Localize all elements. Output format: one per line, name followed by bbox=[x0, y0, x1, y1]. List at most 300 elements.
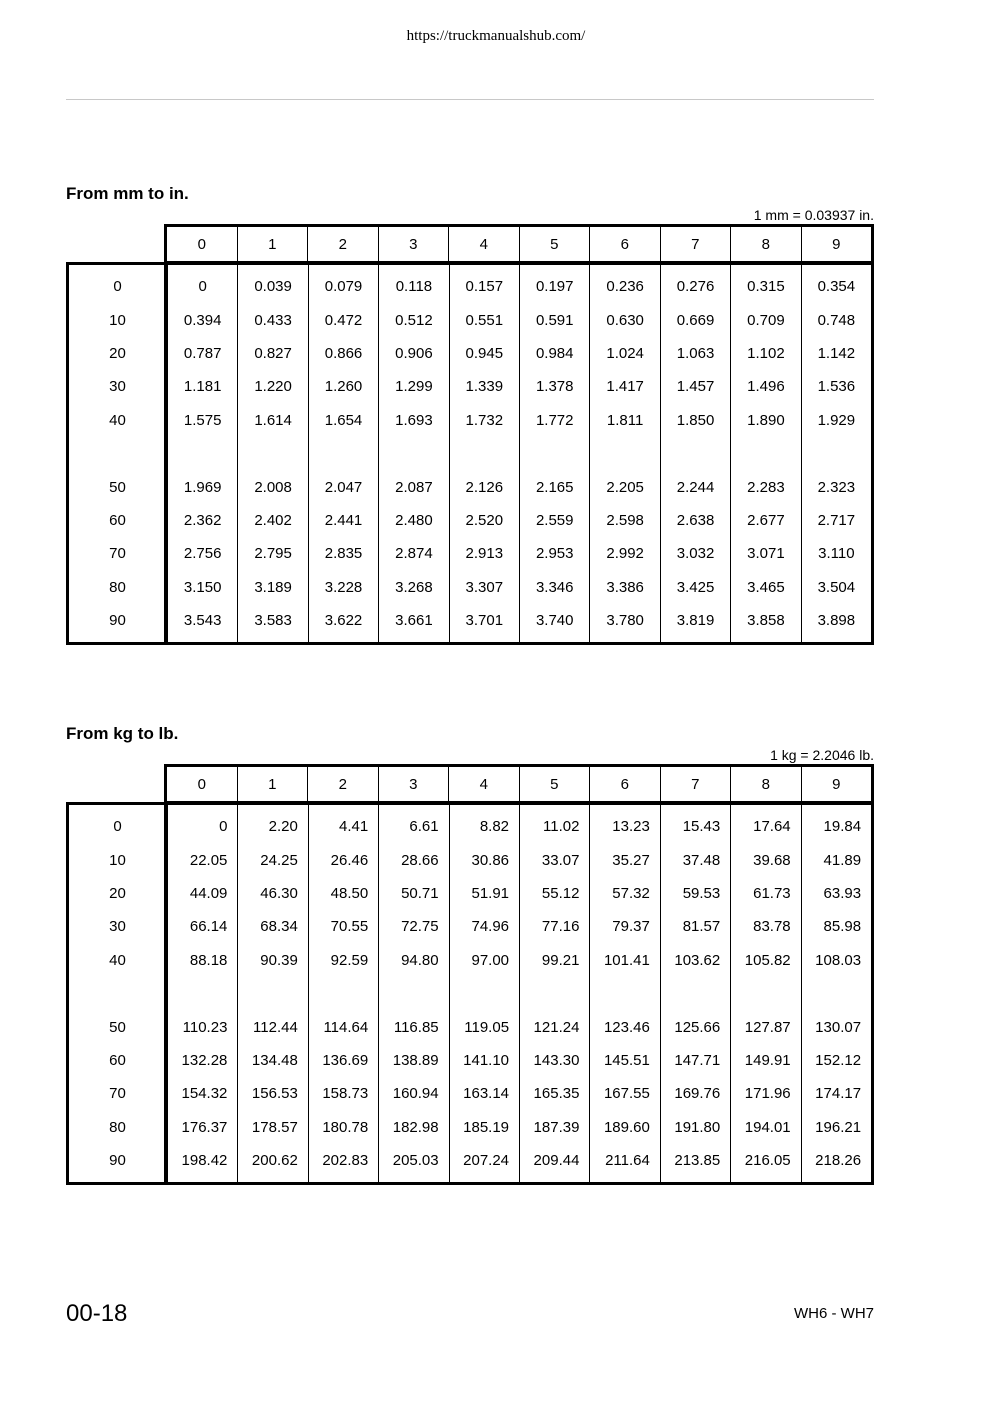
table-cell: 189.60 bbox=[603, 1118, 650, 1136]
column-header: 2 bbox=[307, 227, 378, 261]
column-header: 0 bbox=[197, 775, 206, 793]
table-cell: 136.69 bbox=[322, 1051, 369, 1069]
table-cell: 3.780 bbox=[606, 612, 644, 630]
row-label: 60 bbox=[109, 511, 126, 529]
table-cell: 147.71 bbox=[674, 1051, 721, 1069]
table-cell: 105.82 bbox=[744, 951, 791, 969]
row-label: 0 bbox=[113, 278, 122, 296]
table-cell: 33.07 bbox=[541, 851, 580, 869]
column-header: 9 bbox=[801, 767, 872, 801]
table-cell: 26.46 bbox=[330, 851, 369, 869]
table-cell: 143.30 bbox=[533, 1051, 580, 1069]
table-cell: 46.30 bbox=[260, 884, 298, 902]
table-cell: 1.850 bbox=[676, 411, 715, 429]
table-cell: 0.394 bbox=[183, 311, 222, 329]
table-cell: 1.339 bbox=[465, 378, 504, 396]
row-gap bbox=[731, 977, 800, 1010]
table-column bbox=[519, 265, 589, 642]
header-divider bbox=[66, 99, 874, 100]
table-cell: 2.362 bbox=[183, 511, 222, 529]
table-cell: 4.41 bbox=[339, 818, 369, 836]
table-cell: 3.819 bbox=[676, 612, 715, 630]
table-cell: 205.03 bbox=[392, 1152, 439, 1170]
table-cell: 3.346 bbox=[535, 578, 574, 596]
table-cell: 3.701 bbox=[465, 612, 504, 630]
row-label: 90 bbox=[109, 612, 126, 630]
table-cell: 1.772 bbox=[535, 411, 574, 429]
table-cell: 3.071 bbox=[747, 545, 785, 563]
table-cell: 2.835 bbox=[324, 545, 363, 563]
mm-to-in-section bbox=[66, 183, 874, 630]
table-cell: 218.26 bbox=[815, 1152, 862, 1170]
table-cell: 187.39 bbox=[533, 1118, 580, 1136]
header-url: https://truckmanualshub.com/ bbox=[406, 28, 586, 44]
table-cell: 2.283 bbox=[747, 478, 785, 496]
column-header: 5 bbox=[519, 767, 590, 801]
table-cell: 13.23 bbox=[612, 818, 650, 836]
table-cell: 0 bbox=[198, 278, 207, 296]
table-column bbox=[660, 265, 730, 642]
table-body bbox=[66, 802, 874, 1185]
row-label: 30 bbox=[109, 918, 126, 936]
row-label: 20 bbox=[109, 884, 126, 902]
table-cell: 2.913 bbox=[465, 545, 504, 563]
table-cell: 63.93 bbox=[823, 884, 862, 902]
table-cell: 2.953 bbox=[535, 545, 574, 563]
column-header: 1 bbox=[237, 767, 308, 801]
table-cell: 0.945 bbox=[465, 344, 504, 362]
row-gap bbox=[379, 437, 448, 470]
table-cell: 163.14 bbox=[463, 1085, 510, 1103]
table-cell: 1.614 bbox=[254, 411, 292, 429]
table-cell: 114.64 bbox=[323, 1018, 369, 1036]
table-column bbox=[801, 265, 871, 642]
table-cell: 3.504 bbox=[817, 578, 856, 596]
table-cell: 0.039 bbox=[254, 278, 292, 296]
row-label: 60 bbox=[109, 1051, 126, 1069]
row-gap bbox=[309, 977, 378, 1010]
column-header: 1 bbox=[237, 227, 308, 261]
table-cell: 0.866 bbox=[324, 344, 363, 362]
model-label: WH6 - WH7 bbox=[794, 1305, 874, 1322]
spacer bbox=[520, 637, 589, 642]
column-header: 8 bbox=[730, 227, 801, 261]
table-cell: 1.654 bbox=[324, 411, 363, 429]
spacer bbox=[69, 637, 164, 642]
row-label: 70 bbox=[109, 545, 126, 563]
spacer bbox=[450, 637, 519, 642]
table-cell: 152.12 bbox=[815, 1051, 862, 1069]
table-column bbox=[308, 265, 378, 642]
table-cell: 0.827 bbox=[254, 344, 292, 362]
row-gap bbox=[520, 977, 589, 1010]
table-cell: 2.402 bbox=[254, 511, 292, 529]
table-cell: 0.079 bbox=[324, 278, 363, 296]
table-cell: 2.480 bbox=[395, 511, 433, 529]
table-cell: 3.032 bbox=[676, 545, 715, 563]
table-cell: 149.91 bbox=[744, 1051, 791, 1069]
table-cell: 3.661 bbox=[395, 612, 433, 630]
table-cell: 74.96 bbox=[471, 918, 510, 936]
table-cell: 103.62 bbox=[674, 951, 721, 969]
table-cell: 200.62 bbox=[251, 1152, 298, 1170]
table-cell: 3.898 bbox=[817, 612, 856, 630]
table-cell: 1.811 bbox=[606, 411, 644, 429]
table-cell: 0.787 bbox=[183, 344, 222, 362]
row-label: 10 bbox=[109, 851, 126, 869]
table-cell: 194.01 bbox=[744, 1118, 791, 1136]
column-header: 4 bbox=[448, 767, 519, 801]
table-body bbox=[66, 262, 874, 645]
table-cell: 92.59 bbox=[330, 951, 369, 969]
row-gap bbox=[520, 437, 589, 470]
table-cell: 158.73 bbox=[322, 1085, 369, 1103]
table-cell: 3.543 bbox=[183, 612, 222, 630]
spacer bbox=[731, 1177, 800, 1182]
table-cell: 1.890 bbox=[747, 411, 785, 429]
table-cell: 44.09 bbox=[189, 884, 228, 902]
table-cell: 0.551 bbox=[465, 311, 504, 329]
table-cell: 35.27 bbox=[612, 851, 650, 869]
table-cell: 83.78 bbox=[753, 918, 791, 936]
row-gap bbox=[731, 437, 800, 470]
table-cell: 108.03 bbox=[815, 951, 862, 969]
table-cell: 0.315 bbox=[747, 278, 785, 296]
table-cell: 0.591 bbox=[535, 311, 574, 329]
table-cell: 182.98 bbox=[392, 1118, 439, 1136]
table-cell: 1.299 bbox=[395, 378, 433, 396]
table-cell: 97.00 bbox=[471, 951, 510, 969]
table-column bbox=[167, 265, 237, 642]
spacer bbox=[590, 1177, 659, 1182]
spacer bbox=[379, 637, 448, 642]
row-label: 40 bbox=[109, 411, 126, 429]
table-cell: 88.18 bbox=[189, 951, 228, 969]
column-header-row bbox=[164, 764, 874, 804]
table-cell: 0.984 bbox=[535, 344, 574, 362]
table-cell: 127.87 bbox=[744, 1018, 791, 1036]
table-cell: 3.307 bbox=[465, 578, 504, 596]
table-column bbox=[167, 805, 237, 1182]
table-cell: 59.53 bbox=[682, 884, 721, 902]
spacer bbox=[238, 637, 307, 642]
table-cell: 2.008 bbox=[254, 478, 292, 496]
column-header: 5 bbox=[519, 227, 590, 261]
table-cell: 3.858 bbox=[747, 612, 785, 630]
table-cell: 37.48 bbox=[682, 851, 721, 869]
table-cell: 1.536 bbox=[817, 378, 856, 396]
row-labels bbox=[69, 805, 167, 1182]
table-cell: 216.05 bbox=[744, 1152, 791, 1170]
table-cell: 1.929 bbox=[817, 411, 856, 429]
table-cell: 2.756 bbox=[183, 545, 222, 563]
table-cell: 3.622 bbox=[324, 612, 363, 630]
table-cell: 145.51 bbox=[603, 1051, 650, 1069]
row-label: 50 bbox=[109, 1018, 126, 1036]
row-gap bbox=[661, 437, 730, 470]
table-cell: 198.42 bbox=[181, 1152, 228, 1170]
table-cell: 2.717 bbox=[817, 511, 856, 529]
table-cell: 1.732 bbox=[465, 411, 504, 429]
row-gap bbox=[69, 977, 164, 1010]
row-label: 90 bbox=[109, 1152, 126, 1170]
table-cell: 125.66 bbox=[674, 1018, 721, 1036]
table-column bbox=[589, 265, 659, 642]
table-cell: 70.55 bbox=[330, 918, 369, 936]
table-cell: 2.559 bbox=[535, 511, 574, 529]
row-gap bbox=[450, 977, 519, 1010]
column-header: 6 bbox=[589, 767, 660, 801]
table-cell: 24.25 bbox=[260, 851, 298, 869]
table-cell: 0.906 bbox=[395, 344, 433, 362]
table-cell: 132.28 bbox=[181, 1051, 228, 1069]
table-cell: 2.992 bbox=[606, 545, 644, 563]
column-header-row bbox=[164, 224, 874, 264]
table-cell: 0.157 bbox=[465, 278, 504, 296]
table-cell: 0.236 bbox=[606, 278, 644, 296]
table-cell: 3.425 bbox=[676, 578, 715, 596]
spacer bbox=[168, 637, 237, 642]
table-cell: 110.23 bbox=[182, 1018, 228, 1036]
row-label: 20 bbox=[109, 344, 126, 362]
table-cell: 1.693 bbox=[395, 411, 433, 429]
row-gap bbox=[802, 977, 871, 1010]
column-header: 7 bbox=[660, 227, 731, 261]
mm-table-note: 1 mm = 0.03937 in. bbox=[753, 207, 874, 223]
table-cell: 0.748 bbox=[817, 311, 856, 329]
spacer bbox=[731, 637, 800, 642]
table-cell: 1.220 bbox=[254, 378, 292, 396]
table-cell: 160.94 bbox=[392, 1085, 439, 1103]
table-cell: 176.37 bbox=[181, 1118, 228, 1136]
table-cell: 0 bbox=[219, 818, 228, 836]
column-header: 9 bbox=[801, 227, 872, 261]
table-column bbox=[237, 805, 307, 1182]
table-cell: 191.80 bbox=[674, 1118, 721, 1136]
column-header: 4 bbox=[448, 227, 519, 261]
table-cell: 3.228 bbox=[324, 578, 363, 596]
column-header: 7 bbox=[660, 767, 731, 801]
table-cell: 130.07 bbox=[815, 1018, 862, 1036]
table-cell: 28.66 bbox=[401, 851, 439, 869]
table-cell: 57.32 bbox=[612, 884, 650, 902]
page-number: 00-18 bbox=[66, 1300, 128, 1327]
table-cell: 94.80 bbox=[401, 951, 439, 969]
column-header: 2 bbox=[307, 767, 378, 801]
row-labels bbox=[69, 265, 167, 642]
kg-table-title: From kg to lb. bbox=[66, 724, 179, 743]
table-cell: 213.85 bbox=[674, 1152, 721, 1170]
table-column bbox=[519, 805, 589, 1182]
table-cell: 0.709 bbox=[747, 311, 785, 329]
table-cell: 101.41 bbox=[603, 951, 650, 969]
table-cell: 2.20 bbox=[268, 818, 298, 836]
row-gap bbox=[168, 977, 237, 1010]
table-cell: 8.82 bbox=[479, 818, 510, 836]
table-cell: 185.19 bbox=[463, 1118, 510, 1136]
table-cell: 1.102 bbox=[747, 344, 785, 362]
table-cell: 30.86 bbox=[471, 851, 510, 869]
table-cell: 1.260 bbox=[324, 378, 363, 396]
table-cell: 116.85 bbox=[393, 1018, 439, 1036]
table-cell: 15.43 bbox=[682, 818, 721, 836]
table-cell: 39.68 bbox=[753, 851, 791, 869]
table-cell: 0.512 bbox=[395, 311, 433, 329]
row-gap bbox=[168, 437, 237, 470]
row-gap bbox=[802, 437, 871, 470]
table-cell: 2.205 bbox=[606, 478, 644, 496]
table-cell: 48.50 bbox=[330, 884, 369, 902]
table-cell: 81.57 bbox=[682, 918, 721, 936]
table-cell: 50.71 bbox=[401, 884, 439, 902]
table-cell: 207.24 bbox=[463, 1152, 510, 1170]
row-label: 0 bbox=[113, 818, 122, 836]
row-gap bbox=[379, 977, 448, 1010]
table-cell: 2.638 bbox=[676, 511, 715, 529]
table-cell: 1.063 bbox=[676, 344, 715, 362]
column-header: 6 bbox=[589, 227, 660, 261]
table-cell: 90.39 bbox=[260, 951, 298, 969]
table-cell: 2.244 bbox=[676, 478, 715, 496]
table-cell: 1.457 bbox=[676, 378, 715, 396]
row-gap bbox=[238, 977, 307, 1010]
table-cell: 66.14 bbox=[189, 918, 228, 936]
table-cell: 180.78 bbox=[322, 1118, 369, 1136]
table-cell: 11.02 bbox=[543, 818, 580, 836]
table-cell: 169.76 bbox=[674, 1085, 721, 1103]
table-cell: 138.89 bbox=[392, 1051, 439, 1069]
table-cell: 3.465 bbox=[747, 578, 785, 596]
spacer bbox=[69, 1177, 164, 1182]
table-column bbox=[589, 805, 659, 1182]
column-header: 8 bbox=[730, 767, 801, 801]
table-cell: 2.087 bbox=[395, 478, 433, 496]
table-cell: 61.73 bbox=[753, 884, 791, 902]
table-cell: 112.44 bbox=[253, 1018, 298, 1036]
row-gap bbox=[309, 437, 378, 470]
table-cell: 3.189 bbox=[254, 578, 292, 596]
column-header: 3 bbox=[378, 767, 449, 801]
row-label: 10 bbox=[109, 311, 126, 329]
table-cell: 3.110 bbox=[818, 545, 855, 563]
spacer bbox=[238, 1177, 307, 1182]
row-gap bbox=[450, 437, 519, 470]
table-cell: 17.64 bbox=[753, 818, 791, 836]
table-column bbox=[449, 265, 519, 642]
table-cell: 22.05 bbox=[189, 851, 228, 869]
table-cell: 2.795 bbox=[254, 545, 292, 563]
table-column bbox=[308, 805, 378, 1182]
table-cell: 1.496 bbox=[747, 378, 785, 396]
table-cell: 2.165 bbox=[535, 478, 574, 496]
table-cell: 51.91 bbox=[471, 884, 510, 902]
table-cell: 3.268 bbox=[395, 578, 433, 596]
table-cell: 77.16 bbox=[541, 918, 580, 936]
table-cell: 123.46 bbox=[603, 1018, 650, 1036]
table-cell: 3.583 bbox=[254, 612, 292, 630]
table-column bbox=[660, 805, 730, 1182]
table-cell: 2.441 bbox=[324, 511, 363, 529]
row-gap bbox=[590, 977, 659, 1010]
table-cell: 0.630 bbox=[606, 311, 644, 329]
table-cell: 165.35 bbox=[533, 1085, 580, 1103]
row-label: 30 bbox=[109, 378, 126, 396]
spacer bbox=[802, 1177, 871, 1182]
table-cell: 178.57 bbox=[251, 1118, 298, 1136]
row-label: 80 bbox=[109, 578, 126, 596]
table-cell: 3.740 bbox=[535, 612, 574, 630]
table-cell: 209.44 bbox=[533, 1152, 580, 1170]
kg-table-note: 1 kg = 2.2046 lb. bbox=[770, 747, 874, 763]
table-cell: 1.575 bbox=[183, 411, 222, 429]
row-label: 50 bbox=[109, 478, 126, 496]
table-cell: 2.323 bbox=[817, 478, 856, 496]
table-cell: 3.150 bbox=[183, 578, 222, 596]
table-cell: 141.10 bbox=[463, 1051, 510, 1069]
spacer bbox=[309, 637, 378, 642]
column-header: 3 bbox=[378, 227, 449, 261]
table-column bbox=[449, 805, 519, 1182]
table-cell: 99.21 bbox=[541, 951, 580, 969]
table-cell: 171.96 bbox=[744, 1085, 791, 1103]
table-cell: 2.047 bbox=[324, 478, 363, 496]
table-cell: 0.669 bbox=[676, 311, 715, 329]
row-label: 70 bbox=[109, 1085, 126, 1103]
table-cell: 2.677 bbox=[747, 511, 785, 529]
spacer bbox=[168, 1177, 237, 1182]
spacer bbox=[520, 1177, 589, 1182]
table-cell: 119.05 bbox=[464, 1018, 510, 1036]
spacer bbox=[379, 1177, 448, 1182]
table-cell: 72.75 bbox=[401, 918, 439, 936]
table-cell: 1.142 bbox=[817, 344, 856, 362]
table-cell: 2.598 bbox=[606, 511, 644, 529]
column-header: 0 bbox=[197, 235, 206, 253]
spacer bbox=[309, 1177, 378, 1182]
row-gap bbox=[238, 437, 307, 470]
table-cell: 174.17 bbox=[815, 1085, 862, 1103]
table-cell: 55.12 bbox=[541, 884, 580, 902]
table-cell: 167.55 bbox=[603, 1085, 650, 1103]
spacer bbox=[661, 1177, 730, 1182]
row-label: 80 bbox=[109, 1118, 126, 1136]
table-column bbox=[801, 805, 871, 1182]
table-cell: 2.520 bbox=[465, 511, 504, 529]
table-cell: 1.969 bbox=[183, 478, 222, 496]
mm-table-title: From mm to in. bbox=[66, 184, 189, 203]
spacer bbox=[450, 1177, 519, 1182]
table-column bbox=[378, 805, 448, 1182]
row-gap bbox=[69, 437, 164, 470]
table-cell: 211.64 bbox=[605, 1152, 650, 1170]
table-cell: 41.89 bbox=[823, 851, 862, 869]
spacer bbox=[661, 637, 730, 642]
table-cell: 68.34 bbox=[260, 918, 298, 936]
table-column bbox=[730, 805, 800, 1182]
table-cell: 156.53 bbox=[251, 1085, 298, 1103]
table-cell: 202.83 bbox=[322, 1152, 369, 1170]
table-cell: 19.84 bbox=[823, 818, 862, 836]
spacer bbox=[590, 637, 659, 642]
table-cell: 196.21 bbox=[815, 1118, 862, 1136]
table-cell: 2.874 bbox=[395, 545, 433, 563]
table-cell: 134.48 bbox=[251, 1051, 298, 1069]
table-cell: 0.472 bbox=[324, 311, 363, 329]
table-cell: 79.37 bbox=[612, 918, 650, 936]
table-cell: 0.354 bbox=[817, 278, 856, 296]
row-gap bbox=[590, 437, 659, 470]
table-cell: 0.118 bbox=[395, 278, 433, 296]
